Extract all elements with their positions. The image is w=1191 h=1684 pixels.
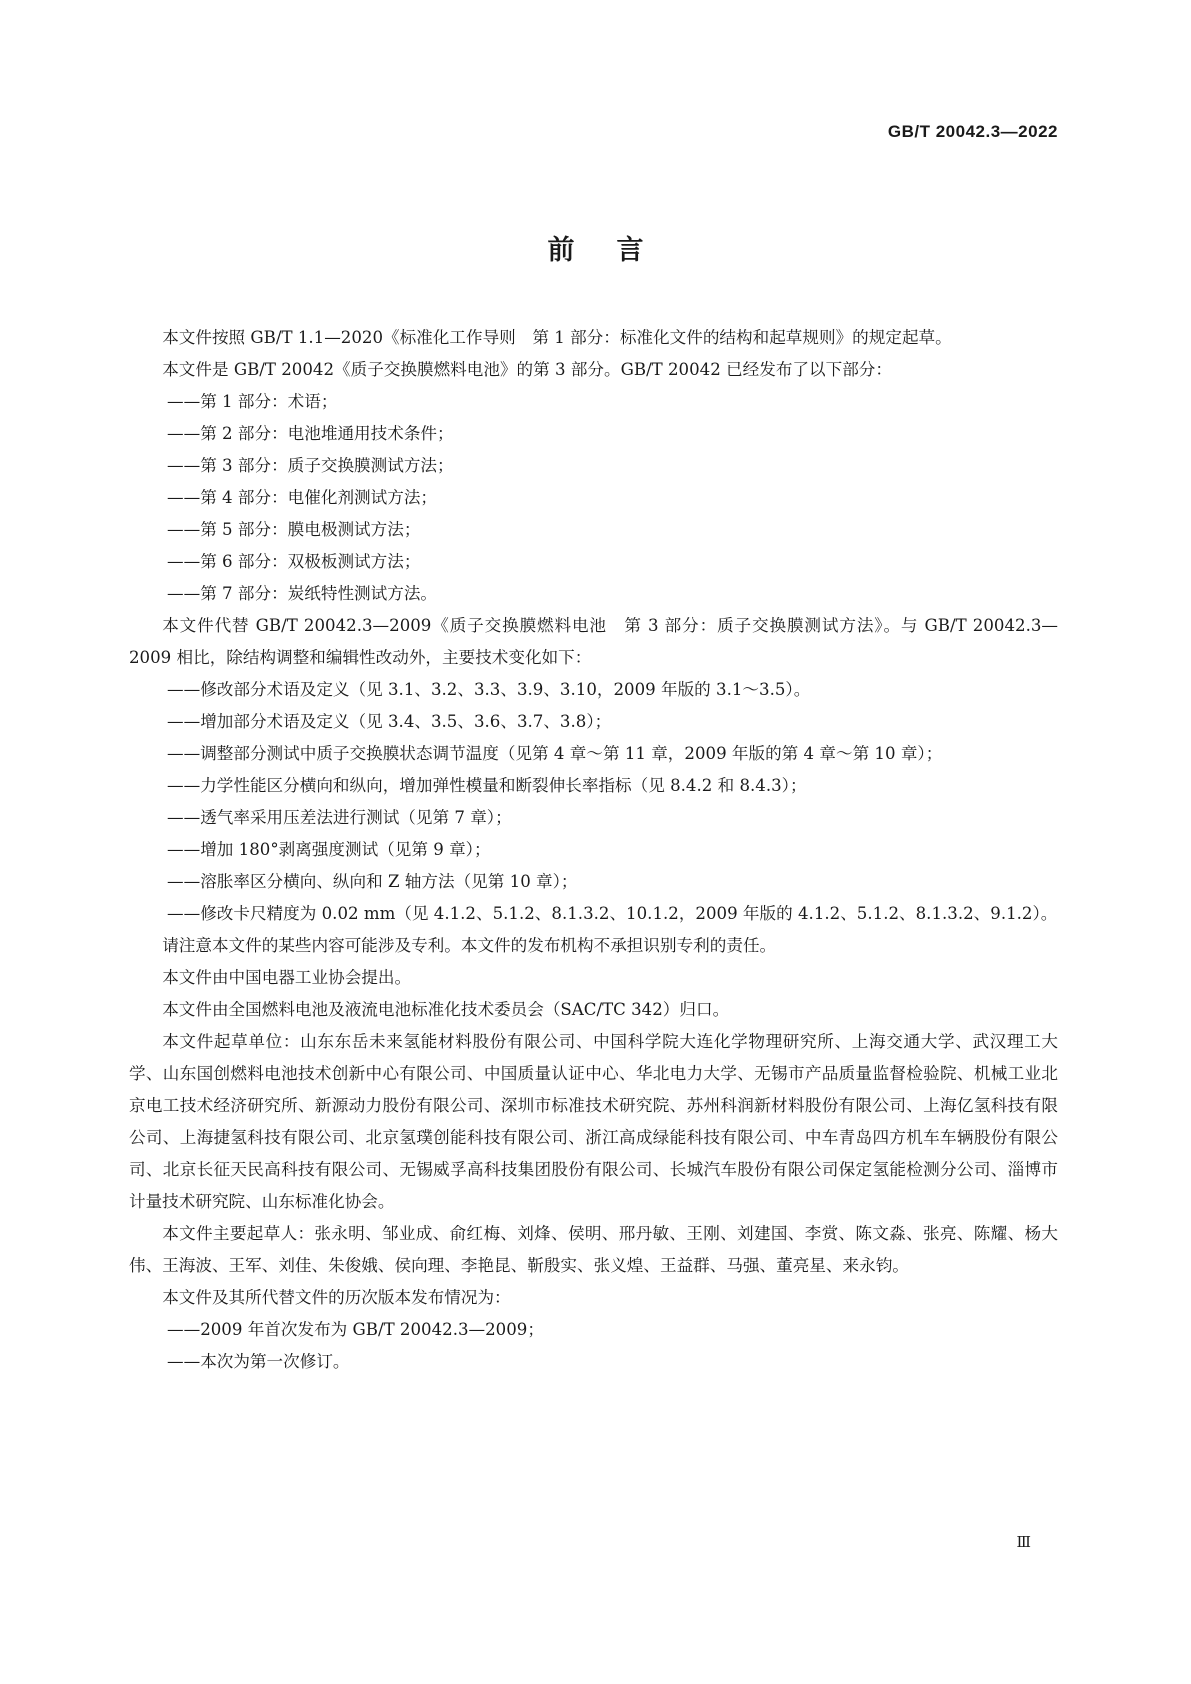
- list-item: ——增加 180°剥离强度测试（见第 9 章）；: [167, 840, 491, 859]
- paragraph: 本文件主要起草人：张永明、邹业成、俞红梅、刘烽、侯明、邢丹敏、王刚、刘建国、李赏、陈文淼、张亮、陈耀、杨大伟、王海波、王军、刘佳、朱俊娥、侯向理、李艳昆、靳殷实、张义煌、王益群、马强、董亮星、来永钧。: [129, 1224, 1058, 1275]
- list-item: ——第 4 部分：电催化剂测试方法；: [167, 488, 438, 507]
- list-item: ——第 2 部分：电池堆通用技术条件；: [167, 424, 454, 443]
- list-item: ——力学性能区分横向和纵向，增加弹性模量和断裂伸长率指标（见 8.4.2 和 8.4.3）；: [167, 776, 807, 795]
- paragraph: 本文件由全国燃料电池及液流电池标准化技术委员会（SAC/TC 342）归口。: [162, 1000, 730, 1019]
- paragraph: 本文件起草单位：山东东岳未来氢能材料股份有限公司、中国科学院大连化学物理研究所、上海交通大学、武汉理工大学、山东国创燃料电池技术创新中心有限公司、中国质量认证中心、华北电力大学、无锡市产品质量监督检验院、机械工业北京电工技术经济研究所、新源动力股份有限公司、深圳市标准技术研究院、苏州科润新材料股份有限公司、上海亿氢科技有限公司、上海捷氢科技有限公司、北京氢璞创能科技有限公司、浙江高成绿能科技有限公司、中车青岛四方机车车辆股份有限公司、北京长征天民高科技有限公司、无锡威孚高科技集团股份有限公司、长城汽车股份有限公司保定氢能检测分公司、淄博市计量技术研究院、山东标准化协会。: [129, 1032, 1058, 1211]
- list-item: ——溶胀率区分横向、纵向和 Z 轴方法（见第 10 章）；: [167, 872, 578, 891]
- list-item: ——第 3 部分：质子交换膜测试方法；: [167, 456, 454, 475]
- list-item: ——第 1 部分：术语；: [167, 392, 338, 411]
- list-item: ——第 5 部分：膜电极测试方法；: [167, 520, 421, 539]
- paragraph: 本文件及其所代替文件的历次版本发布情况为：: [162, 1288, 511, 1307]
- paragraph: 请注意本文件的某些内容可能涉及专利。本文件的发布机构不承担识别专利的责任。: [162, 936, 777, 955]
- paragraph: 本文件按照 GB/T 1.1—2020《标准化工作导则 第 1 部分：标准化文件的结构和起草规则》的规定起草。: [162, 328, 952, 347]
- list-item: ——增加部分术语及定义（见 3.4、3.5、3.6、3.7、3.8）；: [167, 712, 612, 731]
- list-item: ——修改部分术语及定义（见 3.1、3.2、3.3、3.9、3.10，2009 年版的 3.1～3.5）。: [167, 680, 811, 699]
- standard-number: GB/T 20042.3—2022: [887, 122, 1058, 141]
- list-item: ——第 6 部分：双极板测试方法；: [167, 552, 421, 571]
- list-item: ——本次为第一次修订。: [167, 1352, 350, 1371]
- list-item: ——2009 年首次发布为 GB/T 20042.3—2009；: [167, 1320, 544, 1339]
- list-item: ——修改卡尺精度为 0.02 mm（见 4.1.2、5.1.2、8.1.3.2、10.1.2，2009 年版的 4.1.2、5.1.2、8.1.3.2、9.1.2）。: [167, 904, 1058, 923]
- page-number: Ⅲ: [1016, 1533, 1031, 1551]
- page-title: 前言: [547, 235, 686, 266]
- list-item: ——透气率采用压差法进行测试（见第 7 章）；: [167, 808, 512, 827]
- paragraph: 本文件由中国电器工业协会提出。: [162, 968, 412, 987]
- foreword-body: [129, 322, 1058, 1378]
- list-item: ——调整部分测试中质子交换膜状态调节温度（见第 4 章～第 11 章，2009 年版的第 4 章～第 10 章）；: [167, 744, 943, 763]
- paragraph: 本文件代替 GB/T 20042.3—2009《质子交换膜燃料电池 第 3 部分：质子交换膜测试方法》。与 GB/T 20042.3—2009 相比，除结构调整和编辑性改动外，主要技术变化如下：: [129, 616, 1058, 667]
- paragraph: 本文件是 GB/T 20042《质子交换膜燃料电池》的第 3 部分。GB/T 20042 已经发布了以下部分：: [162, 360, 892, 379]
- list-item: ——第 7 部分：炭纸特性测试方法。: [167, 584, 438, 603]
